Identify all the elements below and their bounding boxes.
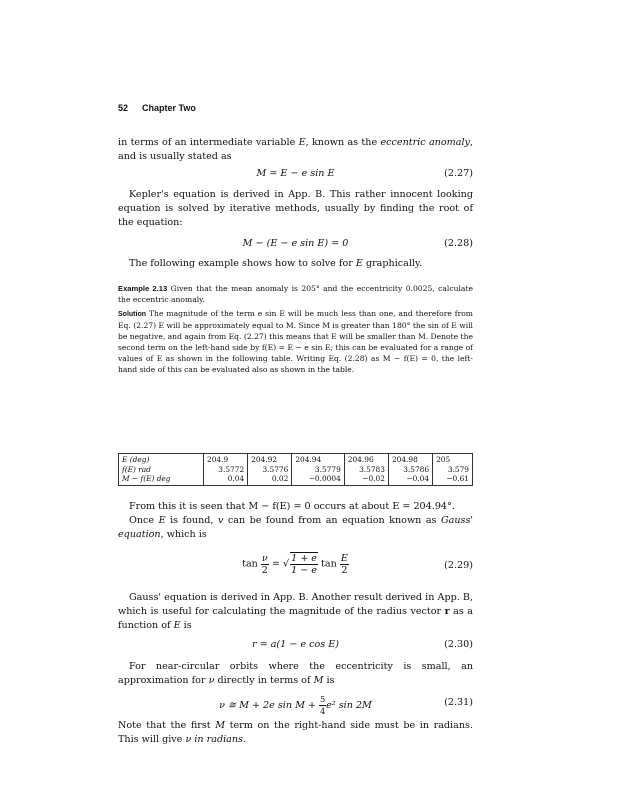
paragraph-kepler: Kepler's equation is derived in App. B. This rather innocent looking equation is solved by iterative methods, usually by finding the root of the equation:: [118, 189, 473, 229]
paragraph-radius: Gauss' equation is derived in App. B. Another result derived in App. B, which is useful for calculating the magnitude of the radius vector r as a function of E is: [118, 592, 473, 632]
running-header: [118, 103, 196, 113]
equation-2-31: ν ≅ M + 2e sin M + $\frac{5}{4}$ e² sin 2M (2.31): [219, 695, 473, 716]
term-eccentric-anomaly: eccentric anomaly: [380, 137, 470, 148]
table-row: [119, 454, 473, 486]
paragraph-note: Note that the first M term on the right-hand side must be in radians. This will give ν in radians.: [118, 720, 473, 746]
page-number: 52: [118, 103, 129, 113]
table-header-cell: E (deg) f(E) rad M − f(E) deg: [119, 454, 204, 486]
table-cell: 204.98 3.5786 −0.04: [388, 454, 432, 486]
table-cell: 204.9 3.5772 0.04: [204, 454, 248, 486]
equation-2-29: tan $\frac{\nu}{2}$ = √ $\frac{1 + e}{1 - e}$ tan $\frac{E}{2}$ (2.29): [242, 552, 473, 576]
solution-label: Solution: [118, 311, 146, 318]
paragraph-gauss: Once E is found, v can be found from an equation known as Gauss' equation, which is: [118, 515, 474, 541]
example-2-13: Example 2.13 Given that the mean anomaly is 205° and the eccentricity 0.0025, calculate the eccentric anomaly.: [118, 284, 474, 304]
table-cell: 204.92 3.5776 0.02: [248, 454, 292, 486]
table-cell: 205 3.579 −0.61: [433, 454, 473, 486]
equation-2-27: M = E − e sin E (2.27): [256, 168, 473, 179]
term-gauss-equation: Gauss' equation: [118, 515, 474, 541]
values-table: [118, 453, 473, 486]
table-cell: 204.94 3.5779 −0.0004: [292, 454, 344, 486]
paragraph-example-intro: The following example shows how to solve for E graphically.: [129, 258, 423, 269]
table-cell: 204.96 3.5783 −0.02: [344, 454, 388, 486]
example-label: Example 2.13: [118, 284, 168, 293]
chapter-title: Chapter Two: [142, 103, 196, 113]
paragraph-intro: in terms of an intermediate variable E, known as the eccentric anomaly, and is usually stated as: [118, 137, 473, 163]
equation-2-28: M − (E − e sin E) = 0 (2.28): [242, 238, 473, 249]
equation-2-30: r = a(1 − e cos E) (2.30): [251, 639, 473, 650]
example-solution: Solution The magnitude of the term e sin E will be much less than one, and therefore from Eq. (2.27) E will be approximately equal to M. Since M is greater than 180° the sin of E will be negative, and again from Eq. (2.27) this means that E will be smaller than M. Denote the second term on the left-hand side by f(E) = E − e sin E; this can be evaluated for a range of values of E as shown in the following table. Writing Eq. (2.28) as M − f(E) = 0, the left-hand side of this can be evaluated also as shown in the table.: [118, 309, 474, 374]
paragraph-approx: For near-circular orbits where the eccentricity is small, an approximation for ν directly in terms of M is: [118, 661, 473, 687]
paragraph-result: From this it is seen that M − f(E) = 0 occurs at about E = 204.94°.: [129, 501, 455, 512]
